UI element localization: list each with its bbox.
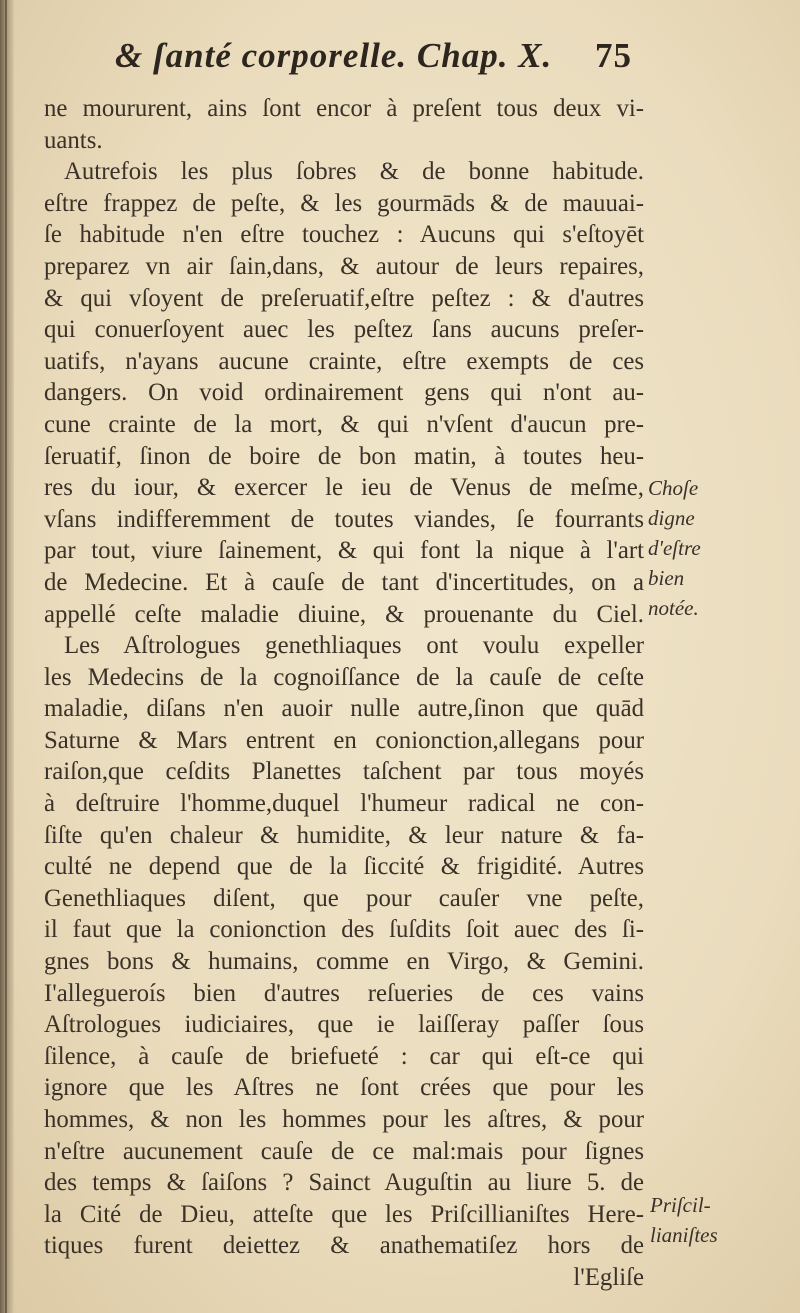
margin-note-line: Choſe	[648, 476, 699, 500]
catchword: l'Egliſe	[573, 1263, 644, 1291]
text-line: ignore que les Aſtres ne ſont crées que pour les	[44, 1074, 644, 1102]
text-line: qui conuerſoyent auec les peſtez ſans aucuns preſer-	[44, 316, 644, 344]
text-line: Aſtrologues iudiciaires, que ie laiſſeray paſſer ſous	[44, 1011, 644, 1039]
text-line: vſans indifferemment de toutes viandes, ſe fourrants	[44, 505, 644, 533]
book-binding	[0, 0, 14, 1313]
text-line: des temps & ſaiſons ? Sainct Auguſtin au liure 5. de	[44, 1169, 644, 1197]
text-line: de Medecine. Et à cauſe de tant d'incertitudes, on a	[44, 568, 644, 596]
text-line: res du iour, & exercer le ieu de Venus de meſme,	[44, 474, 644, 502]
text-line: par tout, viure ſainement, & qui font la nique à l'art	[44, 537, 644, 565]
margin-note-line: digne	[648, 506, 695, 530]
margin-note-line: lianiſtes	[650, 1223, 718, 1247]
text-line: gnes bons & humains, comme en Virgo, & Gemini.	[44, 948, 644, 976]
text-line: I'allegueroís bien d'autres reſueries de ces vains	[44, 979, 644, 1007]
running-head-title: & ſanté corporelle. Chap. X.	[115, 36, 553, 75]
margin-note-line: d'eſtre	[648, 536, 701, 560]
margin-note-line: bien	[648, 566, 685, 590]
margin-note	[650, 1190, 760, 1250]
text-line: appellé ceſte maladie diuine, & prouenante du Ciel.	[44, 600, 644, 628]
text-line: à deſtruire l'homme,duquel l'humeur radical ne con-	[44, 790, 644, 818]
text-line: hommes, & non les hommes pour les aſtres, & pour	[44, 1106, 644, 1133]
text-line: ſe habitude n'en eſtre touchez : Aucuns qui s'eſtoyēt	[44, 221, 644, 249]
text-line: eſtre frappez de peſte, & les gourmāds & de mauuai-	[44, 189, 644, 217]
text-line: ſilence, à cauſe de briefueté : car qui eſt-ce qui	[44, 1042, 644, 1070]
text-line: ſeruatif, ſinon de boire de bon matin, à toutes heu-	[44, 442, 644, 470]
body-text	[44, 93, 644, 1294]
text-line: culté ne depend que de la ſiccité & frigidité. Autres	[44, 853, 644, 881]
text-line: & qui vſoyent de preſeruatif,eſtre peſtez : & d'autres	[44, 284, 644, 312]
text-line: ſiſte qu'en chaleur & humidite, & leur nature & fa-	[44, 821, 644, 849]
margin-note-line: Priſcil-	[650, 1193, 711, 1217]
page-number: 75	[595, 36, 632, 75]
binding-edge	[5, 0, 7, 1313]
running-head	[115, 36, 635, 96]
text-line: Genethliaques diſent, que pour cauſer vne peſte,	[44, 884, 644, 912]
text-line: Les Aſtrologues genethliaques ont voulu expeller	[64, 632, 644, 660]
text-line: Autrefois les plus ſobres & de bonne habitude.	[64, 158, 644, 186]
text-line: ne moururent, ains ſont encor à preſent tous deux vi-	[44, 95, 644, 122]
text-line: uants.	[44, 126, 103, 154]
text-line: preparez vn air ſain,dans, & autour de leurs repaires,	[44, 252, 644, 280]
margin-note	[648, 473, 758, 623]
text-line: Saturne & Mars entrent en conionction,allegans pour	[44, 726, 644, 754]
text-line: maladie, diſans n'en auoir nulle autre,ſinon que quād	[44, 695, 644, 723]
text-line: les Medecins de la cognoiſſance de la cauſe de ceſte	[44, 663, 644, 691]
text-line: cune crainte de la mort, & qui n'vſent d'aucun pre-	[44, 410, 644, 438]
text-line: dangers. On void ordinairement gens qui n'ont au-	[44, 379, 644, 407]
margin-note-line: notée.	[648, 596, 699, 620]
text-line: uatifs, n'ayans aucune crainte, eſtre exempts de ces	[44, 347, 644, 375]
text-line: raiſon,que ceſdits Planettes taſchent par tous moyés	[44, 758, 644, 786]
text-line: tiques furent deiettez & anathematiſez hors de	[44, 1232, 644, 1260]
text-line: il faut que la conionction des ſuſdits ſoit auec des ſi-	[44, 916, 644, 944]
text-line: n'eſtre aucunement cauſe de ce mal:mais pour ſignes	[44, 1137, 644, 1165]
text-line: la Cité de Dieu, atteſte que les Priſcillianiſtes Here-	[44, 1200, 644, 1228]
